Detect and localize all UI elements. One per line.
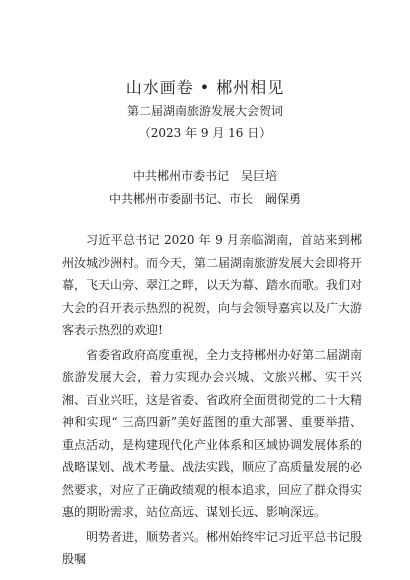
document-body (62, 229, 362, 573)
document-date: （2023 年 9 月 16 日） (138, 126, 272, 140)
body-paragraph: 省委省政府高度重视，全力支持郴州办好第二届湖南旅游发展大会，着力实现办会兴城、文旅兴郴、实干兴湘、百业兴旺，这是省委、省政府全面贯彻党的二十大精神和实现“ 三高四新”美好蓝图的重大部署、重要举措、重点活动，是构建现代化产业体系和区域协调发展体系的战略谋划、战术考量、战法实践，顺应了高质量发展的必然要求，对应了正确政绩观的根本追求，回应了群众得实惠的期盼需求，站位高远、谋划长远、影响深远。 (62, 347, 363, 519)
author-line-mayor: 中共郴州市委副书记、市长 阚保勇 (108, 192, 301, 206)
body-paragraph: 习近平总书记 2020 年 9 月亲临湖南，首站来到郴州汝城沙洲村。而今天，第二届湖南旅游发展大会即将开幕，飞天山旁、翠江之畔，以天为幕、踏水而歌。我们对大会的召开表示热烈的祝贺，向与会领导嘉宾以及广大游客表示热烈的欢迎! (62, 233, 363, 337)
body-paragraph: 明势者进，顺势者兴。郴州始终牢记习近平总书记殷殷嘱 (62, 529, 363, 566)
document-title: 山水画卷 • 郴州相见 (125, 78, 285, 97)
author-line-party-secretary: 中共郴州市委书记 吴巨培 (132, 169, 277, 183)
document-subtitle: 第二届湖南旅游发展大会贺词 (126, 104, 283, 118)
